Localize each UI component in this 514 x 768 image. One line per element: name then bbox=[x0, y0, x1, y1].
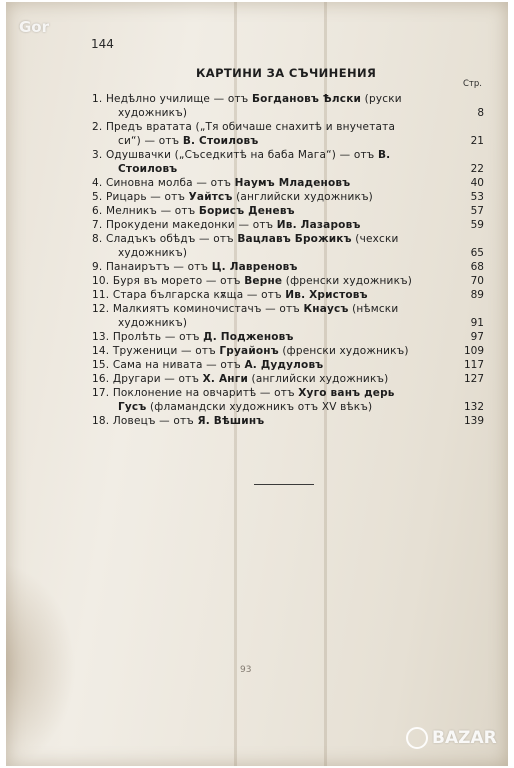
toc-title-text: 12. Малкиятъ коминочистачъ — отъ bbox=[92, 303, 304, 315]
toc-title-text: 15. Сама на нивата — отъ bbox=[92, 359, 245, 371]
toc-entry bbox=[92, 372, 494, 386]
toc-entry bbox=[92, 358, 494, 372]
toc-page-number: 21 bbox=[470, 135, 484, 147]
toc-entry-title bbox=[92, 148, 390, 162]
toc-entry-title bbox=[92, 302, 398, 316]
toc-entry-title bbox=[92, 372, 388, 386]
toc-entry-line bbox=[92, 344, 494, 358]
toc-page-number: 97 bbox=[470, 331, 484, 343]
toc-entry-line bbox=[92, 288, 494, 302]
toc-entry-line bbox=[92, 372, 494, 386]
toc-title-text: 18. Ловецъ — отъ bbox=[92, 415, 198, 427]
toc-author-name: Ив. Христовъ bbox=[285, 289, 368, 301]
toc-entry-title bbox=[92, 344, 409, 358]
bazar-logo bbox=[406, 725, 510, 753]
toc-entry-title bbox=[118, 400, 372, 414]
toc-title-text: художникъ) bbox=[118, 317, 188, 329]
toc-entry-title bbox=[118, 106, 187, 120]
toc-author-name: Хуго ванъ дерь bbox=[298, 387, 395, 399]
toc-entry bbox=[92, 414, 494, 428]
toc-entry bbox=[92, 302, 494, 330]
toc-entry-line bbox=[92, 302, 494, 316]
toc-entry-title bbox=[118, 246, 187, 260]
toc-entry-line bbox=[92, 386, 494, 400]
toc-entry bbox=[92, 204, 494, 218]
toc-author-name: Борисъ Деневъ bbox=[198, 205, 295, 217]
toc-entry-title bbox=[92, 274, 412, 288]
toc-entry-line bbox=[92, 92, 494, 106]
toc-entry-line bbox=[92, 106, 494, 120]
toc-entry-title bbox=[92, 330, 294, 344]
toc-page-number: 70 bbox=[470, 275, 484, 287]
page-column-label: Стр. bbox=[463, 79, 482, 89]
toc-title-text: 13. Пролѣть — отъ bbox=[92, 331, 204, 343]
divider bbox=[254, 484, 314, 485]
toc-title-text: (нѣмски bbox=[348, 303, 399, 315]
toc-page-number: 40 bbox=[470, 177, 484, 189]
toc-page-number: 127 bbox=[463, 373, 484, 385]
toc-entry-title bbox=[92, 386, 395, 400]
toc-entry-title bbox=[92, 288, 368, 302]
toc-entry bbox=[92, 148, 494, 176]
toc-title-text: 6. Мелникъ — отъ bbox=[92, 205, 199, 217]
page-number: 144 bbox=[91, 37, 114, 51]
toc-entry bbox=[92, 260, 494, 274]
toc-entry-title bbox=[92, 204, 295, 218]
toc-page-number: 59 bbox=[470, 219, 484, 231]
toc-entry-line bbox=[92, 274, 494, 288]
toc-entry bbox=[92, 386, 494, 414]
toc-entry bbox=[92, 232, 494, 260]
toc-entry bbox=[92, 120, 494, 148]
toc-page-number: 91 bbox=[470, 317, 484, 329]
toc-title-text: 3. Одушвачки („Съседкитѣ на баба Мага“) — отъ bbox=[92, 149, 378, 161]
toc-page-number: 132 bbox=[463, 401, 484, 413]
toc-title-text: (английски художникъ) bbox=[232, 191, 373, 203]
toc-entry bbox=[92, 92, 494, 120]
toc-title-text: 9. Панаирътъ — отъ bbox=[92, 261, 212, 273]
toc-title-text: (английски художникъ) bbox=[248, 373, 389, 385]
toc-title-text: художникъ) bbox=[118, 107, 188, 119]
toc-entry-title bbox=[92, 176, 350, 190]
page-stain bbox=[6, 562, 76, 766]
toc-entry-title bbox=[92, 358, 323, 372]
toc-author-name: Гусъ bbox=[118, 401, 147, 413]
toc-entry-title bbox=[92, 218, 361, 232]
toc-title-text: 16. Другари — отъ bbox=[92, 373, 203, 385]
watermark-text: Gor bbox=[19, 18, 50, 36]
toc-author-name: В. Стоиловъ bbox=[182, 135, 259, 147]
toc-title-text: (френски художникъ) bbox=[282, 275, 413, 287]
toc-author-name: В. bbox=[377, 149, 391, 161]
page-title: КАРТИНИ ЗА СЪЧИНЕНИЯ bbox=[196, 66, 377, 80]
toc-title-text: 10. Буря въ морето — отъ bbox=[92, 275, 245, 287]
toc-entry-title bbox=[118, 316, 187, 330]
toc-author-name: Наумъ Младеновъ bbox=[234, 177, 351, 189]
toc-entry-line bbox=[92, 232, 494, 246]
toc-title-text: (френски художникъ) bbox=[278, 345, 409, 357]
toc-author-name: Вацлавъ Брожикъ bbox=[237, 233, 352, 245]
toc-author-name: Верне bbox=[244, 275, 283, 287]
toc-author-name: Уайтсъ bbox=[188, 191, 233, 203]
toc-page-number: 57 bbox=[470, 205, 484, 217]
toc-entry-line bbox=[92, 134, 494, 148]
toc-title-text: 11. Стара българска кѫща — отъ bbox=[92, 289, 286, 301]
toc-entry-title bbox=[118, 162, 177, 176]
toc-entry-line bbox=[92, 218, 494, 232]
toc-page-number: 53 bbox=[470, 191, 484, 203]
toc-page-number: 89 bbox=[470, 289, 484, 301]
toc-page-number: 22 bbox=[470, 163, 484, 175]
toc-entry-line bbox=[92, 120, 494, 134]
toc-entry-line bbox=[92, 190, 494, 204]
toc-entry-line bbox=[92, 162, 494, 176]
toc-title-text: 1. Недѣлно училище — отъ bbox=[92, 93, 252, 105]
toc-entry bbox=[92, 344, 494, 358]
toc-entry-line bbox=[92, 400, 494, 414]
bazar-logo-icon bbox=[406, 727, 428, 749]
toc-entry-line bbox=[92, 148, 494, 162]
toc-page-number: 65 bbox=[470, 247, 484, 259]
toc-author-name: Богдановъ Ѣлски bbox=[251, 93, 362, 105]
toc-title-text: (чехски bbox=[351, 233, 399, 245]
toc-author-name: Ив. Лазаровъ bbox=[276, 219, 361, 231]
toc-entry-title bbox=[92, 414, 264, 428]
toc-entry bbox=[92, 190, 494, 204]
toc-title-text: 5. Рицарь — отъ bbox=[92, 191, 189, 203]
toc-title-text: 14. Труженици — отъ bbox=[92, 345, 220, 357]
bottom-mark: 93 bbox=[240, 665, 252, 675]
toc-author-name: Стоиловъ bbox=[118, 163, 178, 175]
toc-author-name: Кнаусъ bbox=[303, 303, 349, 315]
toc-author-name: Я. Вѣшинъ bbox=[197, 415, 265, 427]
toc-title-text: си“) — отъ bbox=[118, 135, 183, 147]
toc-entry-title bbox=[118, 134, 258, 148]
toc-title-text: 7. Прокудени македонки — отъ bbox=[92, 219, 277, 231]
toc-title-text: (фламандски художникъ отъ XV вѣкъ) bbox=[146, 401, 373, 413]
toc-entry-title bbox=[92, 120, 395, 134]
toc-page-number: 68 bbox=[470, 261, 484, 273]
toc-entry-title bbox=[92, 260, 298, 274]
toc-author-name: Д. Подженовъ bbox=[203, 331, 294, 343]
toc-entry bbox=[92, 330, 494, 344]
toc-entry-title bbox=[92, 190, 373, 204]
toc-entry-title bbox=[92, 92, 402, 106]
toc-page-number: 109 bbox=[463, 345, 484, 357]
toc-page-number: 117 bbox=[463, 359, 484, 371]
toc-title-text: художникъ) bbox=[118, 247, 188, 259]
toc-author-name: Ц. Лавреновъ bbox=[211, 261, 298, 273]
toc-entry-line bbox=[92, 204, 494, 218]
toc-entry-line bbox=[92, 316, 494, 330]
toc-entry bbox=[92, 176, 494, 190]
toc-entry-line bbox=[92, 358, 494, 372]
toc-entry bbox=[92, 218, 494, 232]
toc-title-text: (руски bbox=[361, 93, 402, 105]
toc-entry-line bbox=[92, 246, 494, 260]
toc-entry-line bbox=[92, 260, 494, 274]
toc-title-text: 17. Поклонение на овчаритѣ — отъ bbox=[92, 387, 299, 399]
toc-entry bbox=[92, 274, 494, 288]
toc-entry-line bbox=[92, 330, 494, 344]
toc-entry-line bbox=[92, 176, 494, 190]
toc-entry-title bbox=[92, 232, 399, 246]
toc-title-text: 8. Сладъкъ обѣдъ — отъ bbox=[92, 233, 238, 245]
toc-page-number: 8 bbox=[477, 107, 484, 119]
toc-title-text: 4. Синовна молба — отъ bbox=[92, 177, 235, 189]
toc-author-name: Х. Анги bbox=[202, 373, 249, 385]
logo-text: BAZAR bbox=[432, 728, 497, 748]
toc-page-number: 139 bbox=[463, 415, 484, 427]
toc-author-name: А. Дудуловъ bbox=[244, 359, 324, 371]
toc-author-name: Груайонъ bbox=[219, 345, 279, 357]
toc-entry-line bbox=[92, 414, 494, 428]
toc-entry bbox=[92, 288, 494, 302]
toc-title-text: 2. Предъ вратата („Тя обичаше снахитѣ и внучетата bbox=[92, 121, 396, 133]
